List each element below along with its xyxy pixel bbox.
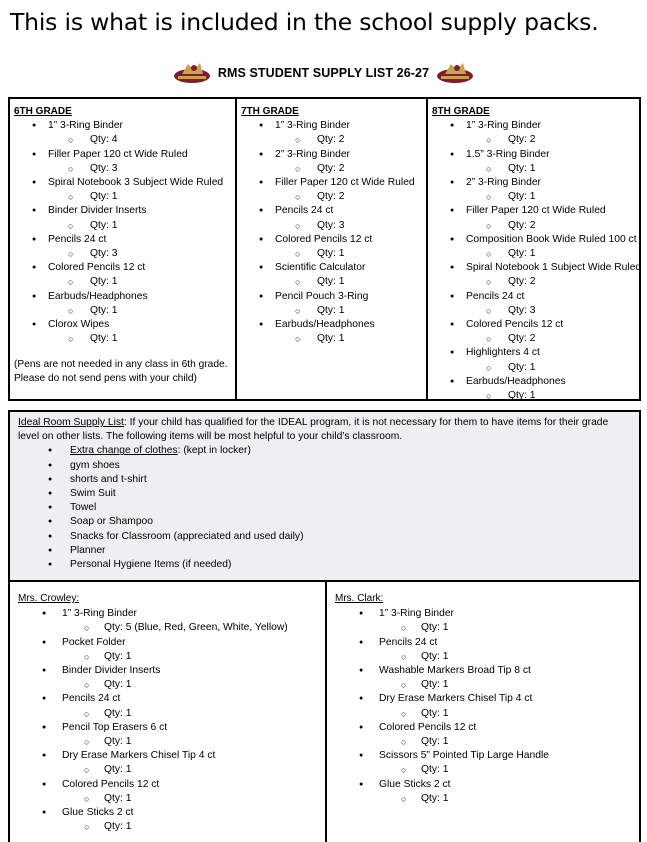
g8-item-qty: ○ Qty: 3 — [428, 304, 639, 318]
g7-item-qty: ○ Qty: 2 — [237, 133, 426, 147]
page-headline: This is what is included in the school supply packs. — [10, 8, 599, 36]
g6-item: ● Filler Paper 120 ct Wide Ruled — [10, 148, 235, 162]
g6-item-qty: ○ Qty: 1 — [10, 275, 235, 289]
clark-heading: Mrs. Clark: — [335, 593, 384, 604]
crowley-item-qty: ○ Qty: 1 — [10, 820, 325, 834]
g6-item: ● Pencils 24 ct — [10, 233, 235, 247]
supply-list-title — [0, 58, 647, 88]
g7-item: ● Earbuds/Headphones — [237, 318, 426, 332]
crowley-item-qty: ○ Qty: 1 — [10, 678, 325, 692]
grade-lists-table — [8, 97, 641, 401]
mascot-logo-left — [172, 60, 212, 86]
ideal-intro-line1 — [18, 416, 631, 430]
g6-item-qty: ○ Qty: 1 — [10, 190, 235, 204]
ideal-item: ● Personal Hygiene Items (if needed) — [18, 558, 631, 572]
g7-item-qty: ○ Qty: 1 — [237, 332, 426, 346]
crowley-heading: Mrs. Crowley: — [18, 593, 80, 604]
g6-item: ● Binder Divider Inserts — [10, 204, 235, 218]
g8-item: ● 1.5” 3-Ring Binder — [428, 148, 639, 162]
clark-item: ● Colored Pencils 12 ct — [327, 721, 639, 735]
grade6-note-line2: Please do not send pens with your child) — [14, 373, 197, 385]
g6-item-qty: ○ Qty: 1 — [10, 219, 235, 233]
clark-item: ● Scissors 5” Pointed Tip Large Handle — [327, 749, 639, 763]
g7-item-qty: ○ Qty: 1 — [237, 275, 426, 289]
g7-item-qty: ○ Qty: 2 — [237, 162, 426, 176]
g7-item-qty: ○ Qty: 1 — [237, 304, 426, 318]
ideal-item: ● Planner — [18, 544, 631, 558]
crowley-item: ● Glue Sticks 2 ct — [10, 806, 325, 820]
g8-item-qty: ○ Qty: 2 — [428, 133, 639, 147]
g7-item: ● Colored Pencils 12 ct — [237, 233, 426, 247]
teacher-lists-table — [8, 580, 641, 842]
g6-item: ● Spiral Notebook 3 Subject Wide Ruled — [10, 176, 235, 190]
g8-item-qty: ○ Qty: 1 — [428, 361, 639, 375]
g8-item-qty: ○ Qty: 2 — [428, 275, 639, 289]
clark-item-qty: ○ Qty: 1 — [327, 678, 639, 692]
grade7-heading: 7TH GRADE — [241, 106, 299, 117]
g8-item: ● 1” 3-Ring Binder — [428, 119, 639, 133]
g6-item: ● Clorox Wipes — [10, 318, 235, 332]
g8-item: ● Colored Pencils 12 ct — [428, 318, 639, 332]
g8-item-qty: ○ Qty: 1 — [428, 247, 639, 261]
crowley-item-qty: ○ Qty: 1 — [10, 650, 325, 664]
clark-item-qty: ○ Qty: 1 — [327, 707, 639, 721]
grade6-note — [10, 358, 235, 386]
clark-item: ● Dry Erase Markers Chisel Tip 4 ct — [327, 692, 639, 706]
ideal-clothes-label: Extra change of clothes — [70, 445, 178, 457]
grade8-column — [426, 99, 642, 402]
crowley-item: ● Dry Erase Markers Chisel Tip 4 ct — [10, 749, 325, 763]
ideal-item: ● gym shoes — [18, 459, 631, 473]
ideal-room-box — [8, 410, 641, 582]
crowley-item-qty: ○ Qty: 1 — [10, 763, 325, 777]
clark-item-qty: ○ Qty: 1 — [327, 621, 639, 635]
g8-item-qty: ○ Qty: 2 — [428, 332, 639, 346]
g8-item: ● Spiral Notebook 1 Subject Wide Ruled — [428, 261, 639, 275]
clark-column — [325, 582, 639, 842]
grade8-heading: 8TH GRADE — [432, 106, 490, 117]
g7-item: ● Filler Paper 120 ct Wide Ruled — [237, 176, 426, 190]
ideal-item: ● Towel — [18, 501, 631, 515]
ideal-item: ● Snacks for Classroom (appreciated and used daily) — [18, 530, 631, 544]
g8-item-qty: ○ Qty: 1 — [428, 389, 639, 403]
crowley-item: ● Pocket Folder — [10, 636, 325, 650]
crowley-item-qty: ○ Qty: 1 — [10, 735, 325, 749]
clark-item: ● 1” 3-Ring Binder — [327, 607, 639, 621]
clark-item: ● Pencils 24 ct — [327, 636, 639, 650]
g6-item: ● Earbuds/Headphones — [10, 290, 235, 304]
g8-item-qty: ○ Qty: 1 — [428, 162, 639, 176]
g7-item-qty: ○ Qty: 2 — [237, 190, 426, 204]
ideal-item-clothes — [18, 444, 631, 458]
g7-item: ● 2” 3-Ring Binder — [237, 148, 426, 162]
g7-item: ● Scientific Calculator — [237, 261, 426, 275]
g6-item-qty: ○ Qty: 3 — [10, 162, 235, 176]
g6-item-qty: ○ Qty: 4 — [10, 133, 235, 147]
clark-item-qty: ○ Qty: 1 — [327, 792, 639, 806]
g8-item: ● Highlighters 4 ct — [428, 346, 639, 360]
g8-item: ● Composition Book Wide Ruled 100 ct — [428, 233, 639, 247]
crowley-item-qty: ○ Qty: 1 — [10, 707, 325, 721]
crowley-item-qty: ○ Qty: 1 — [10, 792, 325, 806]
ideal-intro-line2: level on other lists. The following items will be most helpful to your child’s classroom. — [18, 431, 403, 443]
grade6-note-line1: (Pens are not needed in any class in 6th grade. — [14, 359, 228, 371]
g8-item: ● Pencils 24 ct — [428, 290, 639, 304]
grade6-heading: 6TH GRADE — [14, 106, 72, 117]
supply-list-title-text: RMS STUDENT SUPPLY LIST 26-27 — [217, 66, 430, 80]
g8-item: ● Earbuds/Headphones — [428, 375, 639, 389]
g7-item: ● 1” 3-Ring Binder — [237, 119, 426, 133]
mascot-logo-right — [435, 60, 475, 86]
crowley-item: ● Binder Divider Inserts — [10, 664, 325, 678]
clark-item-qty: ○ Qty: 1 — [327, 650, 639, 664]
clark-item-qty: ○ Qty: 1 — [327, 735, 639, 749]
ideal-item: ● Swim Suit — [18, 487, 631, 501]
grade6-column — [10, 99, 235, 399]
crowley-item: ● 1” 3-Ring Binder — [10, 607, 325, 621]
ideal-heading: Ideal Room Supply List — [18, 417, 124, 428]
clark-item: ● Glue Sticks 2 ct — [327, 778, 639, 792]
ideal-intro-text: : If your child has qualified for the IDEAL program, it is not necessary for them to have items for their grade — [123, 417, 609, 428]
g8-item: ● Filler Paper 120 ct Wide Ruled — [428, 204, 639, 218]
g6-item: ● Colored Pencils 12 ct — [10, 261, 235, 275]
clark-item: ● Washable Markers Broad Tip 8 ct — [327, 664, 639, 678]
clark-item-qty: ○ Qty: 1 — [327, 763, 639, 777]
crowley-column — [10, 582, 325, 842]
crowley-item: ● Colored Pencils 12 ct — [10, 778, 325, 792]
crowley-item: ● Pencils 24 ct — [10, 692, 325, 706]
ideal-item: ● shorts and t-shirt — [18, 473, 631, 487]
g6-item: ● 1” 3-Ring Binder — [10, 119, 235, 133]
crowley-item-qty: ○ Qty: 5 (Blue, Red, Green, White, Yellow) — [10, 621, 325, 635]
ideal-item: ● Soap or Shampoo — [18, 515, 631, 529]
g7-item: ● Pencils 24 ct — [237, 204, 426, 218]
grade7-column — [235, 99, 426, 399]
g6-item-qty: ○ Qty: 3 — [10, 247, 235, 261]
g7-item: ● Pencil Pouch 3-Ring — [237, 290, 426, 304]
g8-item: ● 2” 3-Ring Binder — [428, 176, 639, 190]
crowley-item: ● Pencil Top Erasers 6 ct — [10, 721, 325, 735]
g7-item-qty: ○ Qty: 3 — [237, 219, 426, 233]
g8-item-qty: ○ Qty: 1 — [428, 190, 639, 204]
g8-item-qty: ○ Qty: 2 — [428, 219, 639, 233]
g6-item-qty: ○ Qty: 1 — [10, 304, 235, 318]
ideal-clothes-note: : (kept in locker) — [177, 445, 251, 457]
g6-item-qty: ○ Qty: 1 — [10, 332, 235, 346]
g7-item-qty: ○ Qty: 1 — [237, 247, 426, 261]
